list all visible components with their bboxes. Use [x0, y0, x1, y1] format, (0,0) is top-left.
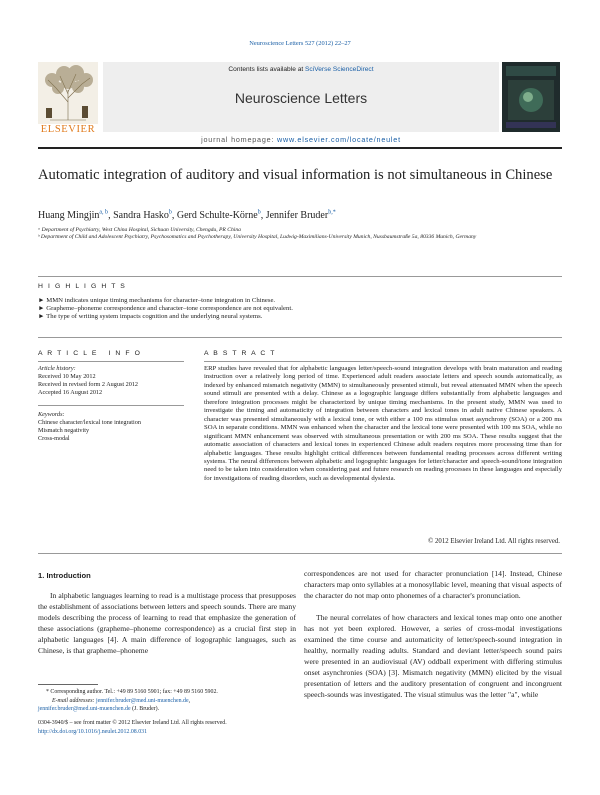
author-3-affil[interactable]: b: [257, 210, 261, 216]
email-label: E-mail addresses:: [52, 697, 96, 704]
history-accepted: Accepted 16 August 2012: [38, 388, 103, 396]
elsevier-logo: [38, 62, 98, 135]
publisher-name: ELSEVIER: [40, 124, 96, 135]
footnotes: * Corresponding author. Tel.: +49 89 5160 5901; fax: +49 89 5160 5902. E-mail addresses: jennifer.bruder@med.uni-muenchen.de, jennifer.bruder@med.uni-muenchen.de (J. Bruder).: [38, 688, 296, 714]
homepage-link[interactable]: www.elsevier.com/locate/neulet: [277, 135, 401, 144]
highlights-heading: H I G H L I G H T S: [38, 283, 127, 290]
highlights-top-rule: [38, 276, 562, 277]
abstract-rule: [204, 361, 562, 362]
col2-paragraph-2: The neural correlates of how characters and lexical tones map onto one another has not yet been explored. However, a series of cross-modal investigations examined the time course and automaticity of letter/speech-sound integration in healthy, normally reading adults. Standard and deviant letter/speech sound pairs were presented in an audiovisual (AV) oddball experiment with differing stimulus onset asynchronies (SOA) [3]. Mismatch negativity (MMN) elicited by the visual presentation of letters and the auditory presentation of congruent and incongruent speech-sounds was investigated. The visual stimulus was the letter "a", while: [304, 613, 562, 699]
doi-link[interactable]: http://dx.doi.org/10.1016/j.neulet.2012.08.031: [38, 728, 148, 735]
author-2-affil[interactable]: b: [168, 210, 172, 216]
corresponding-author: * Corresponding author. Tel.: +49 89 5160 5901; fax: +49 89 5160 5902.: [46, 689, 218, 695]
journal-header: [38, 60, 562, 144]
author-4: Jennifer Bruder$^{b,*}$: [265, 210, 336, 222]
contents-line: [103, 66, 499, 74]
email-owner: (J. Bruder).: [130, 706, 160, 713]
article-info-rule: [38, 361, 184, 362]
highlights-list: [38, 297, 562, 322]
author-1-affil[interactable]: a, b: [99, 210, 109, 216]
author-2: Sandra Hasko$^b$,: [113, 210, 175, 222]
keywords-block: [38, 411, 184, 443]
keyword: Mismatch negativity: [38, 426, 90, 434]
article-history: [38, 365, 184, 397]
header-rule: [38, 147, 562, 149]
keyword: Cross-modal: [38, 434, 70, 442]
abstract-heading: A B S T R A C T: [204, 350, 276, 357]
article-info-heading: A R T I C L E I N F O: [38, 350, 142, 357]
journal-name: Neuroscience Letters: [234, 90, 368, 106]
highlight-item: ► Grapheme–phoneme correspondence and character–tone correspondence are not equivalent.: [38, 305, 293, 313]
highlights-bottom-rule: [38, 337, 562, 338]
keywords-label: Keywords:: [38, 411, 65, 418]
affiliation-b: ᵇ Department of Child and Adolescent Psychiatry, Psychosomatics and Psychotherapy, University Hospital, Ludwig-Maximilians-University Munich, Nussbaumstraße 5a, 80336 Munich, Germany: [38, 234, 477, 241]
footnote-rule: [38, 684, 98, 685]
email-link-2[interactable]: jennifer.bruder@med.uni-muenchen.de: [38, 706, 131, 713]
author-3: Gerd Schulte-Körne$^b$,: [176, 210, 264, 222]
homepage-label: journal homepage:: [201, 135, 278, 144]
highlight-item: ► The type of writing system impacts cognition and the underlying neural systems.: [38, 313, 263, 321]
issn-line: 0304-3940/$ – see front matter © 2012 Elsevier Ireland Ltd. All rights reserved.: [38, 720, 227, 726]
keywords-rule: [38, 405, 184, 406]
author-1: Huang Mingjin$^{a, b}$,: [38, 210, 111, 222]
journal-citation[interactable]: Neuroscience Letters 527 (2012) 22–27: [249, 40, 351, 47]
author-list: [38, 210, 562, 221]
journal-cover: [502, 62, 560, 132]
author-4-affil[interactable]: b,*: [328, 210, 336, 216]
copyright-line: © 2012 Elsevier Ireland Ltd. All rights reserved.: [428, 538, 560, 545]
col2-paragraph-1: correspondences are not used for character pronunciation [14]. Instead, Chinese characters map onto syllables at a monosyllabic level, meaning that visual aspects of the character do not map onto phonemes of a character's pronunciation.: [304, 569, 562, 600]
history-revised: Received in revised form 2 August 2012: [38, 380, 139, 388]
highlight-item: ► MMN indicates unique timing mechanisms for character–tone integration in Chinese.: [38, 297, 276, 304]
front-matter: [38, 719, 338, 737]
abstract-text: ERP studies have revealed that for alphabetic languages letter/speech-sound integration develops with brain maturation and reading instruction over a relatively long period of time. Experienced adult readers associate letters and speech sounds automatically, as indexed by enhanced mismatch negativity (MMN) to simultaneously presented stimuli, but reveal attenuated MMN when the speech sound stimuli are presented with a delay. Chinese as a logographic language differs substantially from alphabetic languages and therefore integration processes might be characterized by unique timing mechanisms. In the present study, MMN was used to investigate the timing and automaticity of integration between characters and lexical tones in adult native Chinese speakers. A character was presented simultaneously with a lexical tone, or with either a 100 ms stimulus onset asynchrony (SOA) or a 200 ms SOA in separate conditions. MMN was enhanced when the character and the lexical tone were presented with 100 ms SOA, while no significant MMN enhancement was observed with simultaneous presentation or with 200 ms SOA. These results suggest that the automatic association of characters and lexical tones in experienced Chinese adult readers requires more processing time than for alphabetic languages. These results highlight critical differences between fundamental reading processes across different writing systems. The neural differences between alphabetic and logographic languages for letter/character and speech-sound/tone integration need to be taken into consideration when considering past and future research on reading processes in these languages and especially for investigations of reading disorders, such as developmental dyslexia.: [204, 365, 562, 482]
email-link[interactable]: jennifer.bruder@med.uni-muenchen.de: [95, 697, 189, 704]
article-title: Automatic integration of auditory and visual information is not simultaneous in Chinese: [38, 167, 553, 183]
affiliation-a: ᵃ Department of Psychiatry, West China Hospital, Sichuan University, Chengdu, PR China: [38, 227, 241, 233]
sciencedirect-link[interactable]: SciVerse ScienceDirect: [305, 66, 374, 73]
homepage-line: [103, 135, 499, 144]
history-label: Article history:: [38, 365, 76, 372]
abstract-bottom-rule: [38, 553, 562, 554]
section-heading: 1. Introduction: [38, 571, 91, 580]
keyword: Chinese character/lexical tone integration: [38, 418, 141, 426]
history-received: Received 10 May 2012: [38, 372, 96, 380]
contents-prefix: Contents lists available at: [228, 66, 306, 73]
intro-paragraph-1: In alphabetic languages learning to read is a multistage process that presupposes the establishment of associations between letters and speech sounds. There are many models describing the process of learning to read that emphasize the generation of these associations (grapheme–phoneme correspondence) as a crucial first step in alphabetic languages [4]. A main difference of logographic languages, such as Chinese, is that grapheme–phoneme: [38, 591, 296, 655]
affiliations: [38, 227, 562, 242]
